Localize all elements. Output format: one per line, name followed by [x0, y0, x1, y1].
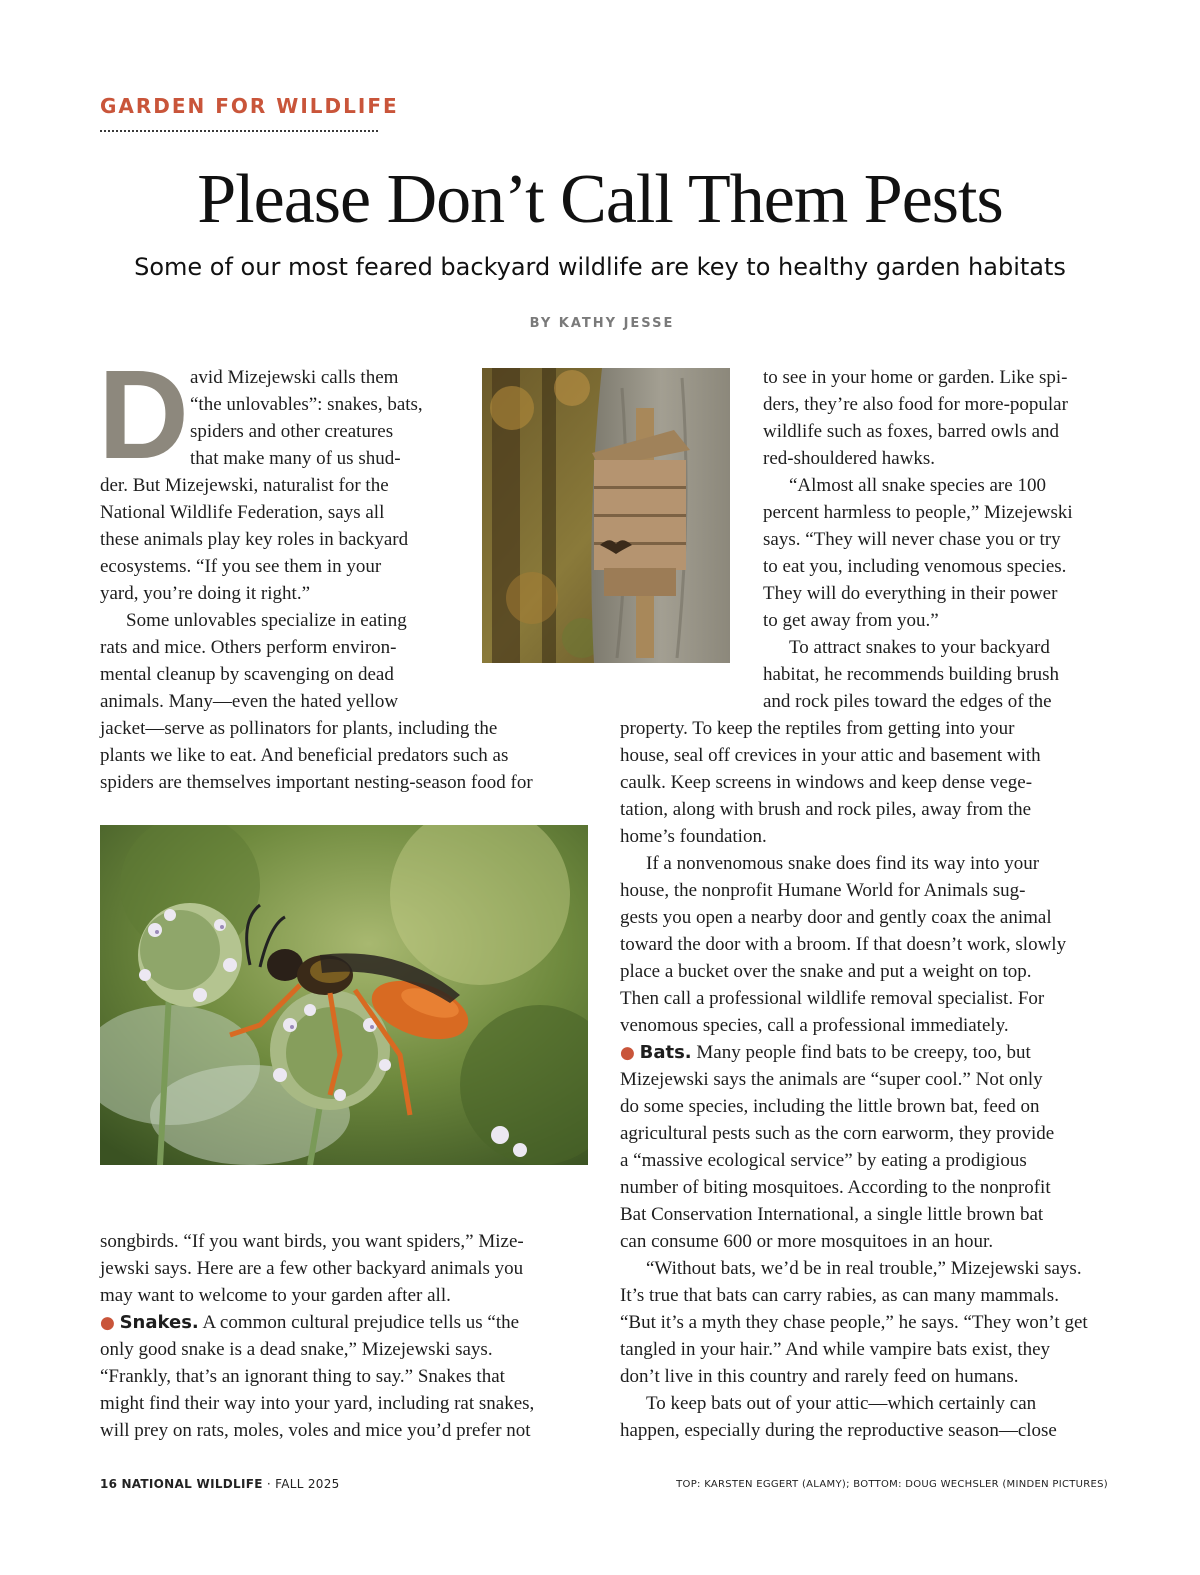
body-text: Many people find bats to be creepy, too, but — [696, 1042, 1031, 1063]
bats-lead-in: Bats. — [639, 1042, 692, 1063]
bullet-icon: ● — [100, 1313, 115, 1333]
body-text: A common cultural prejudice tells us “the — [202, 1312, 520, 1333]
body-line: It’s true that bats can carry rabies, as can many mammals. — [620, 1285, 1059, 1306]
body-line: a “massive ecological service” by eating a prodigious — [620, 1150, 1027, 1171]
body-line: To attract snakes to your backyard — [789, 637, 1050, 658]
body-line: habitat, he recommends building brush — [763, 664, 1060, 685]
subtitle: Some of our most feared backyard wildlife are key to healthy garden habitats — [134, 253, 1066, 281]
byline: BY KATHY JESSE — [529, 316, 675, 331]
body-line: avid Mizejewski calls them — [190, 367, 399, 388]
body-line: number of biting mosquitoes. According to the nonprofit — [620, 1177, 1051, 1198]
body-line: will prey on rats, moles, voles and mice you’d prefer not — [100, 1420, 531, 1441]
body-line: “But it’s a myth they chase people,” he says. “They won’t get — [620, 1312, 1088, 1333]
body-line: yard, you’re doing it right.” — [100, 583, 311, 604]
body-line: house, the nonprofit Humane World for Animals sug- — [620, 880, 1026, 901]
body-line: “Without bats, we’d be in real trouble,” Mizejewski says. — [646, 1258, 1082, 1279]
body-line: happen, especially during the reproductive season—close — [620, 1420, 1057, 1441]
section-rule — [100, 130, 378, 132]
body-line: wildlife such as foxes, barred owls and — [763, 421, 1060, 442]
body-line: red-shouldered hawks. — [763, 448, 936, 469]
body-line: tangled in your hair.” And while vampire bats exist, they — [620, 1339, 1051, 1360]
body-line: They will do everything in their power — [763, 583, 1058, 604]
section-label: GARDEN FOR WILDLIFE — [100, 94, 399, 118]
body-line: rats and mice. Others perform environ- — [100, 637, 397, 658]
body-line: and rock piles toward the edges of the — [763, 691, 1052, 712]
snakes-paragraph-start — [100, 1309, 519, 1337]
body-line: only good snake is a dead snake,” Mizejewski says. — [100, 1339, 493, 1360]
body-line: gests you open a nearby door and gently coax the animal — [620, 907, 1052, 928]
body-line: Some unlovables specialize in eating — [126, 610, 407, 631]
body-line: mental cleanup by scavenging on dead — [100, 664, 394, 685]
magazine-name: NATIONAL WILDLIFE — [121, 1477, 263, 1491]
body-line: might find their way into your yard, including rat snakes, — [100, 1393, 535, 1414]
body-line: If a nonvenomous snake does find its way into your — [646, 853, 1040, 874]
body-line: property. To keep the reptiles from getting into your — [620, 718, 1015, 739]
body-line: ecosystems. “If you see them in your — [100, 556, 382, 577]
bullet-icon: ● — [620, 1043, 635, 1063]
folio — [100, 1477, 340, 1491]
body-line: can consume 600 or more mosquitoes in an hour. — [620, 1231, 994, 1252]
body-line: caulk. Keep screens in windows and keep dense vege- — [620, 772, 1033, 793]
body-line: these animals play key roles in backyard — [100, 529, 409, 550]
body-line: do some species, including the little brown bat, feed on — [620, 1096, 1040, 1117]
snakes-lead-in: Snakes. — [119, 1312, 199, 1333]
body-line: toward the door with a broom. If that doesn’t work, slowly — [620, 934, 1067, 955]
body-line: der. But Mizejewski, naturalist for the — [100, 475, 389, 496]
issue-label: FALL 2025 — [275, 1477, 340, 1491]
body-line: National Wildlife Federation, says all — [100, 502, 385, 523]
body-line: place a bucket over the snake and put a weight on top. — [620, 961, 1032, 982]
body-line: home’s foundation. — [620, 826, 767, 847]
body-line: to eat you, including venomous species. — [763, 556, 1067, 577]
body-line: spiders are themselves important nesting-season food for — [100, 772, 533, 793]
bat-house-photo — [482, 368, 730, 663]
body-line: spiders and other creatures — [190, 421, 394, 442]
body-line: jewski says. Here are a few other backyard animals you — [100, 1258, 524, 1279]
drop-cap: D — [98, 344, 189, 485]
body-line: to see in your home or garden. Like spi- — [763, 367, 1068, 388]
body-line: animals. Many—even the hated yellow — [100, 691, 399, 712]
body-line: that make many of us shud- — [190, 448, 401, 469]
body-line: percent harmless to people,” Mizejewski — [763, 502, 1073, 523]
body-line: Then call a professional wildlife removal specialist. For — [620, 988, 1045, 1009]
page-number: 16 — [100, 1477, 118, 1491]
body-line: Bat Conservation International, a single little brown bat — [620, 1204, 1044, 1225]
folio-separator: · — [266, 1477, 272, 1491]
body-line: Mizejewski says the animals are “super cool.” Not only — [620, 1069, 1043, 1090]
body-line: plants we like to eat. And beneficial predators such as — [100, 745, 509, 766]
body-line: To keep bats out of your attic—which certainly can — [646, 1393, 1037, 1414]
body-line: tation, along with brush and rock piles, away from the — [620, 799, 1032, 820]
body-line: may want to welcome to your garden after all. — [100, 1285, 451, 1306]
bats-paragraph-start — [620, 1039, 1031, 1067]
body-line: house, seal off crevices in your attic and basement with — [620, 745, 1041, 766]
body-line: says. “They will never chase you or try — [763, 529, 1061, 550]
body-line: “Almost all snake species are 100 — [789, 475, 1046, 496]
body-line: agricultural pests such as the corn earworm, they provide — [620, 1123, 1055, 1144]
body-line: “Frankly, that’s an ignorant thing to say.” Snakes that — [100, 1366, 505, 1387]
body-line: don’t live in this country and rarely feed on humans. — [620, 1366, 1019, 1387]
body-line: venomous species, call a professional immediately. — [620, 1015, 1009, 1036]
page-title: Please Don’t Call Them Pests — [197, 161, 1003, 238]
body-line: songbirds. “If you want birds, you want spiders,” Mize- — [100, 1231, 524, 1252]
body-line: ders, they’re also food for more-popular — [763, 394, 1068, 415]
body-line: jacket—serve as pollinators for plants, including the — [100, 718, 498, 739]
wasp-on-mountain-mint-photo — [100, 825, 588, 1165]
body-line: to get away from you.” — [763, 610, 939, 631]
photo-credits: TOP: KARSTEN EGGERT (ALAMY); BOTTOM: DOUG WECHSLER (MINDEN PICTURES) — [676, 1479, 1108, 1490]
body-line: “the unlovables”: snakes, bats, — [190, 394, 423, 415]
